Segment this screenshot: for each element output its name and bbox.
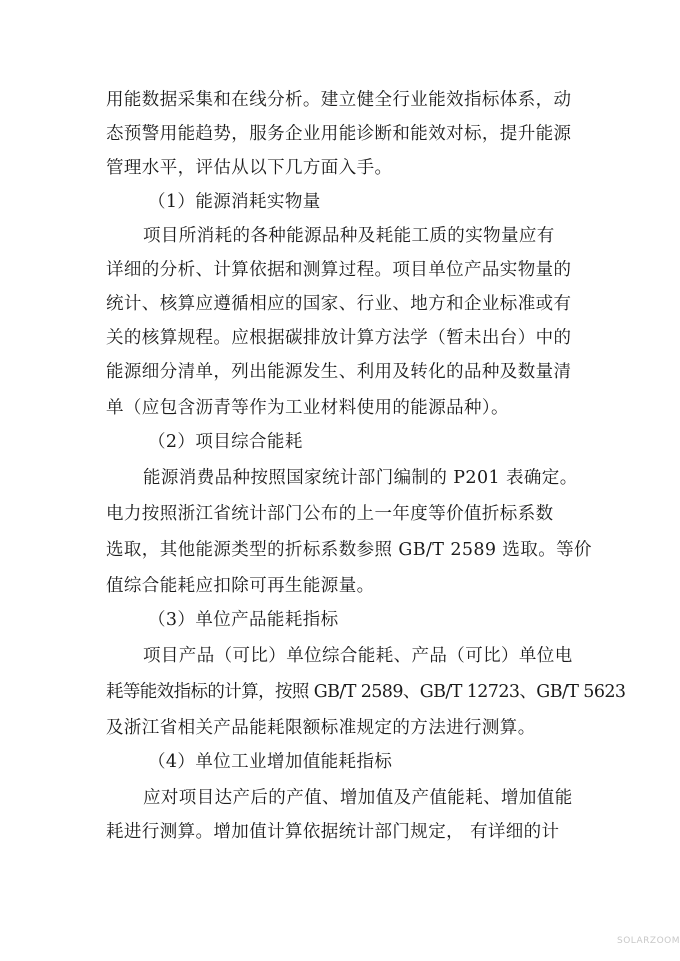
body-line: 单（应包含沥青等作为工业材料使用的能源品种）。 bbox=[106, 398, 509, 418]
watermark-text: SOLARZOOM bbox=[617, 936, 680, 946]
body-line: 选取，其他能源类型的折标系数参照 GB/T 2589 选取。等价 bbox=[106, 540, 592, 560]
body-line: 管理水平，评估从以下几方面入手。 bbox=[106, 158, 393, 178]
body-line: 值综合能耗应扣除可再生能源量。 bbox=[106, 576, 375, 596]
body-line: 耗进行测算。增加值计算依据统计部门规定， 有详细的计 bbox=[106, 822, 560, 842]
section-heading-4: （4）单位工业增加值能耗指标 bbox=[148, 752, 393, 772]
body-line: 及浙江省相关产品能耗限额标准规定的方法进行测算。 bbox=[106, 718, 536, 738]
body-line: 能源消费品种按照国家统计部门编制的 P201 表确定。 bbox=[143, 468, 578, 488]
body-line: 态预警用能趋势，服务企业用能诊断和能效对标，提升能源 bbox=[106, 124, 572, 144]
body-line: 详细的分析、计算依据和测算过程。项目单位产品实物量的 bbox=[106, 260, 572, 280]
body-line: 项目所消耗的各种能源品种及耗能工质的实物量应有 bbox=[143, 226, 555, 246]
body-line: 耗等能效指标的计算，按照 GB/T 2589、GB/T 12723、GB/T 5623 bbox=[106, 682, 626, 702]
body-line: 电力按照浙江省统计部门公布的上一年度等价值折标系数 bbox=[106, 504, 554, 524]
body-line: 应对项目达产后的产值、增加值及产值能耗、增加值能 bbox=[143, 788, 573, 808]
body-line: 能源细分清单，列出能源发生、利用及转化的品种及数量清 bbox=[106, 362, 572, 382]
body-line: 用能数据采集和在线分析。建立健全行业能效指标体系，动 bbox=[106, 90, 572, 110]
body-line: 项目产品（可比）单位综合能耗、产品（可比）单位电 bbox=[143, 646, 573, 666]
section-heading-2: （2）项目综合能耗 bbox=[148, 432, 303, 452]
section-heading-3: （3）单位产品能耗指标 bbox=[148, 610, 339, 630]
section-heading-1: （1）能源消耗实物量 bbox=[148, 192, 321, 212]
body-line: 关的核算规程。应根据碳排放计算方法学（暂未出台）中的 bbox=[106, 328, 572, 348]
body-line: 统计、核算应遵循相应的国家、行业、地方和企业标准或有 bbox=[106, 294, 572, 314]
